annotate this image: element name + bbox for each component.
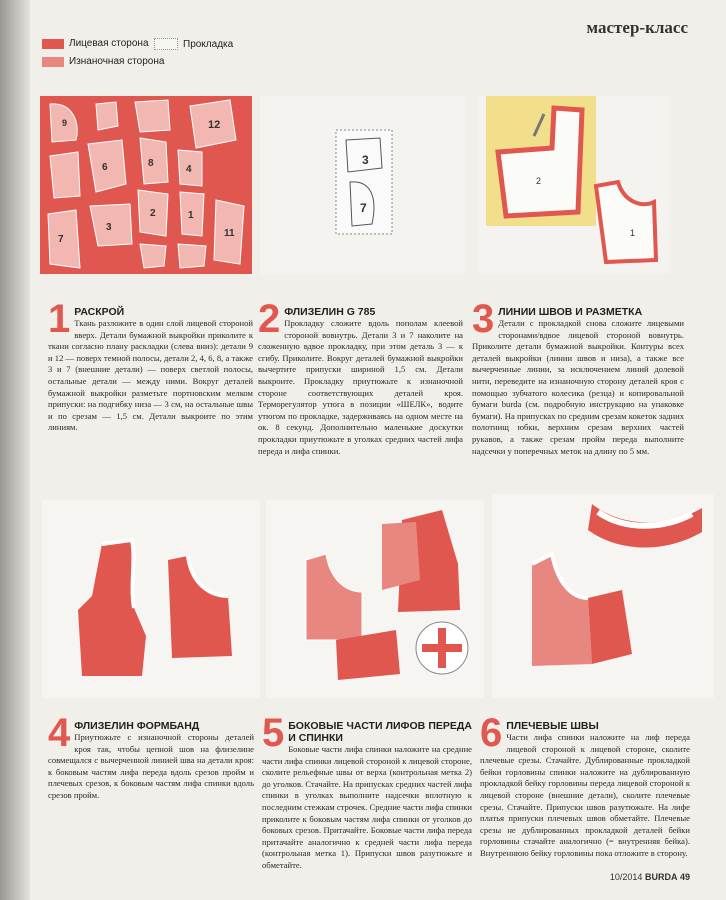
step-title: БОКОВЫЕ ЧАСТИ ЛИФОВ ПЕРЕДА И СПИНКИ — [288, 720, 472, 744]
step-number: 4 — [48, 711, 71, 755]
piece-number: 9 — [62, 118, 68, 128]
page-number: 49 — [679, 872, 690, 882]
step-2 — [258, 297, 463, 457]
step-text: Прокладку сложите вдоль пополам клеевой стороной вовнутрь. Детали 3 и 7 наколите на сложенную вдвое прокладку, при этом деталь 3 — к сгибу. Приколите. Вокруг деталей бумажной выкройки вычертите припуски шириной 1,5 см. Детали выкроите. Прокладку приутюжьте к изнаночной стороне соответствующих деталей кроя. Терморегулятор утюга в позиции «ШЕЛК», водите утюгом по прокладке, задерживаясь на одном месте на ок. 8 секунд. Дополнительно маленькие доскутки прокладки приутюжьте в уголках средних частей лифа переда и лифа спинки. — [258, 318, 463, 456]
piece-number: 8 — [148, 158, 154, 169]
legend-label: Лицевая сторона — [69, 38, 149, 49]
piece-number: 12 — [208, 119, 221, 131]
page — [30, 0, 726, 900]
side-parts-drawing — [266, 500, 484, 698]
step-number: 1 — [48, 297, 71, 341]
piece-number: 2 — [150, 208, 156, 219]
face-side-swatch — [42, 39, 64, 49]
step-number: 3 — [472, 297, 495, 341]
piece-number: 11 — [224, 228, 235, 239]
figure-formband — [42, 500, 260, 698]
step-text: Части лифа спинки наложите на лиф переда лицевой стороной к лицевой стороне, сколите плечевые срезы. Стачайте. Дублированные прокладкой бейки горловины спинки наложите на дублированную прокладкой бейку горловины переда лицевой стороной к лицевой стороне (внешние детали), сколите плечевые срезы. Стачайте. Припуски швов разутюжьте. На лифе платья припуски плечевых швов обметайте. Плечевые срезы не дублированных прокладкой деталей бейки горловины стачайте аналогично (= внутренняя бейка). Внутреннюю бейку горловины пока отложите в сторону. — [480, 732, 690, 858]
step-title: ФЛИЗЕЛИН ФОРМБАНД — [74, 720, 200, 732]
figure-marking — [478, 96, 670, 274]
step-4 — [48, 711, 254, 802]
step-text: Приутюжьте с изнаночной стороны деталей кроя так, чтобы цепной шов на флизелине совмещался с вычерченной линией шва на детали кроя: к боковым частям лифа переда вдоль срезов пройм и плечевых срезов, к боковым частям лифа спинки вдоль срезов пройм. — [48, 732, 254, 800]
figure-shoulder-seams — [492, 494, 714, 698]
step-text: Боковые части лифа спинки наложите на средние части лифа спинки лицевой стороной к лицевой стороне, сколите рельефные швы от верха (контрольная метка 2) до уголков. Стачайте. На припусках средних частей лифа спинки в уголках выполните надсечки вплотную к последним стежкам строчек. Средние части лифа спинки приколите к боковым частям лифа спинки от уголков до боковых срезов. Притачайте. Боковые части лифа переда притачайте аналогично к средней части лифа переда (контрольная метка 1). Припуски швов разутюжьте и обметайте. — [262, 744, 473, 870]
step-title: ЛИНИИ ШВОВ И РАЗМЕТКА — [498, 306, 643, 318]
legend-label: Прокладка — [183, 38, 234, 50]
wrong-side-swatch — [42, 57, 64, 67]
formband-drawing — [42, 500, 260, 698]
step-6 — [480, 711, 690, 860]
step-title: ФЛИЗЕЛИН G 785 — [284, 306, 376, 318]
piece-number: 7 — [360, 201, 367, 215]
step-title: ПЛЕЧЕВЫЕ ШВЫ — [506, 720, 599, 732]
interfacing-drawing — [260, 96, 465, 274]
step-1 — [48, 297, 253, 434]
piece-number: 6 — [102, 162, 108, 173]
layout-drawing — [40, 96, 252, 274]
step-number: 2 — [258, 297, 281, 341]
piece-number: 3 — [106, 222, 112, 233]
step-text: Ткань разложите в один слой лицевой стороной вверх. Детали бумажной выкройки приколите к ткани согласно плану раскладки (слева вниз): детали 9 и 12 — поверх темной полосы, детали 2, 4, 6, 8, а также 3 и 7 (внешние детали) — поверх светлой полосы, остальные детали — между ними. Вокруг деталей бумажной выкройки разметьте портновским мелком припуски: на подгибку низа — 3 см, на остальные швы и по срезам — 1,5 см. Детали выкроите по этим линиям. — [48, 318, 253, 433]
section-label: мастер-класс — [586, 18, 688, 37]
step-3 — [472, 297, 684, 457]
magazine-spine — [0, 0, 30, 900]
legend-label: Изнаночная сторона — [69, 56, 165, 67]
step-5 — [262, 711, 473, 872]
piece-number: 1 — [188, 210, 194, 221]
piece-number: 7 — [58, 234, 64, 245]
figure-cutting-layout — [40, 96, 252, 274]
step-number: 5 — [262, 711, 285, 755]
figure-side-parts — [266, 500, 484, 698]
piece-number: 2 — [536, 176, 542, 186]
page-footer — [610, 872, 690, 882]
step-title: РАСКРОЙ — [74, 306, 125, 318]
legend-wrong-side — [42, 56, 164, 67]
step-text: Детали с прокладкой снова сложите лицевыми сторонами/вдвое лицевой стороной вовнутрь. Приколите детали бумажной выкройки. Контуры всех деталей выкройки (линии швов и низа), а также все вычерченные линии, за исключением линий долевой нити, переведите на изнаночную сторону деталей кроя с помощью зубчатого колесика (резца) и копировальной бумаги burda (см. подробную инструкцию на упаковке бумаги). На припусках по средним срезам кокеток задних полотнищ юбки, верхним срезам верхних частей рукавов, а также срезам пройм переда выполните надсечки у поперечных меток на длину по 5 мм. — [472, 318, 684, 456]
legend-interfacing — [154, 38, 233, 50]
marking-drawing — [478, 96, 670, 274]
figure-interfacing — [260, 96, 465, 274]
shoulder-seams-drawing — [492, 494, 714, 698]
step-number: 6 — [480, 711, 503, 755]
piece-number: 4 — [186, 164, 192, 175]
interfacing-swatch — [154, 38, 178, 50]
issue-number: 10/2014 — [609, 872, 643, 882]
brand-name: BURDA — [644, 872, 678, 882]
piece-number: 3 — [362, 153, 369, 167]
piece-number: 1 — [630, 228, 636, 238]
legend-face-side — [42, 38, 149, 49]
